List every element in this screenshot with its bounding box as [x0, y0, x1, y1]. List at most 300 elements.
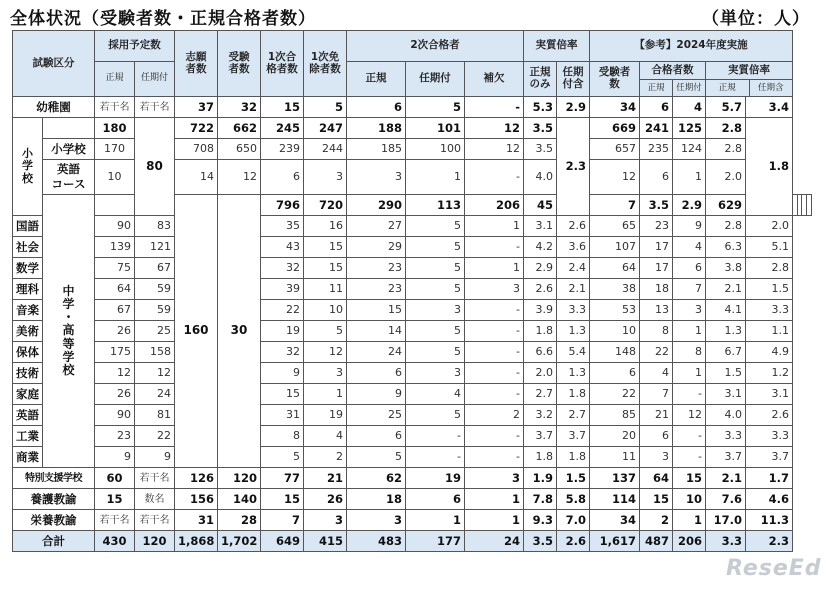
value-cell: 12	[304, 342, 347, 363]
value-cell: 5.8	[557, 489, 590, 510]
row-label: 養護教諭	[13, 489, 95, 510]
value-cell: -	[465, 363, 524, 384]
value-cell: 83	[135, 216, 175, 237]
value-cell: 139	[95, 237, 135, 258]
value-cell: 185	[347, 139, 406, 160]
value-cell: 3.3	[557, 300, 590, 321]
value-cell: 5.7	[706, 97, 746, 118]
value-cell: 2.7	[557, 405, 590, 426]
value-cell: 3.4	[746, 97, 793, 118]
value-cell: 18	[640, 279, 673, 300]
value-cell: 3	[673, 300, 706, 321]
value-cell: 7	[640, 384, 673, 405]
recruit-seiki: 170	[95, 139, 135, 160]
value-cell: 2.6	[524, 279, 557, 300]
value-cell: 3.3	[706, 531, 746, 552]
value-cell: 235	[640, 139, 673, 160]
value-cell: 1	[673, 363, 706, 384]
value-cell: 2.4	[557, 258, 590, 279]
value-cell: 12	[95, 363, 135, 384]
value-cell: 1.3	[557, 321, 590, 342]
value-cell: 26	[95, 384, 135, 405]
row-yogo	[13, 489, 812, 510]
value-cell: 64	[95, 279, 135, 300]
subject-label: 美術	[13, 321, 43, 342]
value-cell: 53	[590, 300, 640, 321]
value-cell: 10	[304, 300, 347, 321]
value-cell: 24	[347, 342, 406, 363]
value-cell: 1	[673, 510, 706, 531]
value-cell: 2.9	[673, 195, 706, 216]
value-cell: 3.5	[524, 139, 557, 160]
recruit-ninki: 30	[218, 195, 261, 468]
value-cell: 9	[347, 384, 406, 405]
value-cell: 206	[465, 195, 524, 216]
value-cell: 649	[261, 531, 304, 552]
value-cell: 7.0	[557, 510, 590, 531]
value-cell: 5	[304, 97, 347, 118]
row-label: 小学校	[43, 139, 95, 160]
value-cell: 22	[261, 300, 304, 321]
value-cell: 4.1	[706, 300, 746, 321]
row-label: 英語 コース	[43, 160, 95, 195]
value-cell: 120	[218, 468, 261, 489]
value-cell: -	[465, 384, 524, 405]
value-cell: 3	[640, 447, 673, 468]
value-cell: 3	[406, 300, 465, 321]
value-cell: 90	[95, 216, 135, 237]
row-subject	[13, 405, 812, 426]
header-recruit-ninki: 任期付	[135, 62, 175, 97]
value-cell: 2	[640, 510, 673, 531]
value-cell: 10	[590, 321, 640, 342]
subject-label: 社会	[13, 237, 43, 258]
value-cell: 3.7	[706, 447, 746, 468]
value-cell: 1.5	[746, 279, 793, 300]
value-cell: 5	[406, 258, 465, 279]
value-cell: 7.6	[706, 489, 746, 510]
value-cell: 1.8	[524, 321, 557, 342]
value-cell: 12	[135, 363, 175, 384]
subject-label: 技術	[13, 363, 43, 384]
value-cell: 28	[218, 510, 261, 531]
value-cell: 23	[347, 258, 406, 279]
value-cell: 1.3	[706, 321, 746, 342]
value-cell: 6	[347, 363, 406, 384]
value-cell: 10	[673, 489, 706, 510]
value-cell: 22	[135, 426, 175, 447]
value-cell: 17.0	[706, 510, 746, 531]
value-cell: 2.9	[557, 97, 590, 118]
value-cell: 1	[465, 258, 524, 279]
value-cell: 11.3	[746, 510, 793, 531]
recruit-ninki: 若干名	[135, 468, 175, 489]
value-cell: 31	[261, 405, 304, 426]
value-cell: 156	[175, 489, 218, 510]
row-label: 幼稚園	[13, 97, 95, 118]
recruit-seiki: 若干名	[95, 97, 135, 118]
value-cell: 669	[590, 118, 640, 139]
row-label: 栄養教諭	[13, 510, 95, 531]
value-cell: 27	[347, 216, 406, 237]
value-cell: 3.3	[746, 300, 793, 321]
header-ratio: 実質倍率	[524, 31, 590, 62]
value-cell: 3.3	[706, 426, 746, 447]
value-cell: 29	[347, 237, 406, 258]
recruit-seiki: 180	[95, 118, 135, 139]
value-cell: 12	[465, 118, 524, 139]
value-cell: 3.7	[524, 426, 557, 447]
value-cell: 1	[465, 216, 524, 237]
value-cell: 2.3	[557, 118, 590, 216]
value-cell: 2.0	[706, 160, 746, 195]
value-cell: 3.1	[524, 216, 557, 237]
value-cell: 3.5	[524, 118, 557, 139]
value-cell: 148	[590, 342, 640, 363]
value-cell: 1.3	[557, 363, 590, 384]
row-total	[13, 531, 812, 552]
value-cell: 3.2	[524, 405, 557, 426]
value-cell: 158	[135, 342, 175, 363]
value-cell: 85	[590, 405, 640, 426]
value-cell: 3.3	[746, 426, 793, 447]
value-cell: 7	[590, 195, 640, 216]
value-cell: -	[673, 426, 706, 447]
value-cell: 2.7	[524, 384, 557, 405]
value-cell: 15	[640, 489, 673, 510]
row-subject	[13, 321, 812, 342]
value-cell: 7	[673, 279, 706, 300]
value-cell: 5.4	[557, 342, 590, 363]
value-cell: 2	[465, 405, 524, 426]
value-cell: 8	[640, 321, 673, 342]
value-cell: 12	[673, 405, 706, 426]
recruit-seiki: 430	[95, 531, 135, 552]
value-cell: 6	[673, 258, 706, 279]
value-cell: -	[465, 321, 524, 342]
value-cell: 126	[175, 468, 218, 489]
row-subject	[13, 216, 812, 237]
subject-label: 家庭	[13, 384, 43, 405]
value-cell: -	[465, 447, 524, 468]
value-cell: 5	[304, 321, 347, 342]
value-cell: 2.1	[706, 279, 746, 300]
value-cell: 75	[95, 258, 135, 279]
subject-label: 音楽	[13, 300, 43, 321]
header-pass2-seiki: 正規	[347, 62, 406, 97]
value-cell: 3.7	[557, 426, 590, 447]
value-cell: 6	[640, 160, 673, 195]
value-cell: 32	[261, 342, 304, 363]
value-cell: 140	[218, 489, 261, 510]
subject-label: 英語	[13, 405, 43, 426]
value-cell: 2.1	[706, 468, 746, 489]
value-cell: 4	[406, 384, 465, 405]
value-cell: 45	[524, 195, 557, 216]
recruit-ninki: 数名	[135, 489, 175, 510]
header-ref-ratio: 実質倍率 正規 任期含	[706, 62, 793, 97]
value-cell: 241	[640, 118, 673, 139]
recruit-ninki: 80	[135, 118, 175, 216]
value-cell: 1,868	[175, 531, 218, 552]
row-subject	[13, 447, 812, 468]
value-cell: 3	[347, 510, 406, 531]
value-cell: 4	[640, 363, 673, 384]
subject-label: 工業	[13, 426, 43, 447]
value-cell: 21	[640, 405, 673, 426]
value-cell: 4.9	[746, 342, 793, 363]
value-cell: 59	[135, 300, 175, 321]
value-cell: 67	[95, 300, 135, 321]
value-cell: 62	[347, 468, 406, 489]
value-cell: 100	[406, 139, 465, 160]
value-cell: 720	[304, 195, 347, 216]
row-label	[43, 118, 95, 139]
value-cell: 2.1	[557, 279, 590, 300]
value-cell: 3	[304, 160, 347, 195]
subject-label: 国語	[13, 216, 43, 237]
value-cell: 8	[673, 342, 706, 363]
value-cell: 5	[406, 216, 465, 237]
value-cell: 5	[406, 342, 465, 363]
value-cell: 175	[95, 342, 135, 363]
value-cell: -	[465, 426, 524, 447]
value-cell: 6	[261, 160, 304, 195]
value-cell: 6.3	[706, 237, 746, 258]
value-cell: 6.6	[524, 342, 557, 363]
value-cell: 1.7	[746, 468, 793, 489]
value-cell: 101	[406, 118, 465, 139]
value-cell: 1	[304, 384, 347, 405]
value-cell: 6	[590, 363, 640, 384]
value-cell: 6	[640, 97, 673, 118]
value-cell: 487	[640, 531, 673, 552]
value-cell: 5	[406, 237, 465, 258]
value-cell: 206	[673, 531, 706, 552]
value-cell: 3.6	[557, 237, 590, 258]
value-cell: 6	[406, 489, 465, 510]
value-cell: 22	[590, 384, 640, 405]
value-cell: 11	[590, 447, 640, 468]
value-cell: 23	[640, 216, 673, 237]
value-cell: 12	[465, 139, 524, 160]
row-subject	[13, 384, 812, 405]
value-cell: 15	[261, 489, 304, 510]
value-cell: 114	[590, 489, 640, 510]
value-cell: 14	[175, 160, 218, 195]
header-applicants: 志願 者数	[175, 31, 218, 97]
value-cell: 15	[261, 384, 304, 405]
value-cell: 1.8	[557, 384, 590, 405]
value-cell: 19	[304, 405, 347, 426]
header-pass2: 2次合格者	[347, 31, 524, 62]
header-pass2-hoketsu: 補欠	[465, 62, 524, 97]
value-cell: 14	[347, 321, 406, 342]
value-cell: -	[465, 300, 524, 321]
value-cell: 15	[673, 468, 706, 489]
value-cell: 2.8	[706, 139, 746, 160]
value-cell: 34	[590, 510, 640, 531]
header-pass2-ninki: 任期付	[406, 62, 465, 97]
value-cell: 35	[261, 216, 304, 237]
value-cell: 3	[304, 510, 347, 531]
value-cell: -	[673, 447, 706, 468]
value-cell: 6	[347, 426, 406, 447]
row-sho-sub1	[13, 139, 812, 160]
value-cell: 7	[261, 510, 304, 531]
row-subject	[13, 363, 812, 384]
value-cell: 9	[261, 363, 304, 384]
row-subject	[13, 258, 812, 279]
results-table	[12, 30, 812, 552]
value-cell: 1,702	[218, 531, 261, 552]
value-cell: 121	[135, 237, 175, 258]
value-cell: 23	[347, 279, 406, 300]
value-cell: 90	[95, 405, 135, 426]
value-cell: 19	[261, 321, 304, 342]
recruit-ninki: 若干名	[135, 510, 175, 531]
value-cell: -	[465, 160, 524, 195]
row-subject	[13, 279, 812, 300]
value-cell: 26	[95, 321, 135, 342]
value-cell: 1	[673, 321, 706, 342]
header-recruit-seiki: 正規	[95, 62, 135, 97]
value-cell: 64	[640, 468, 673, 489]
recruit-seiki: 10	[95, 160, 135, 195]
value-cell: 662	[218, 118, 261, 139]
value-cell: 5.1	[746, 237, 793, 258]
value-cell: 245	[261, 118, 304, 139]
value-cell: 3.1	[706, 384, 746, 405]
header-exempt1: 1次免 除者数	[304, 31, 347, 97]
value-cell: 290	[347, 195, 406, 216]
recruit-seiki: 若干名	[95, 510, 135, 531]
value-cell: 1	[465, 510, 524, 531]
value-cell: 31	[175, 510, 218, 531]
value-cell: 4.6	[746, 489, 793, 510]
value-cell: -	[465, 237, 524, 258]
value-cell: 4	[673, 97, 706, 118]
value-cell: 2.8	[706, 118, 746, 139]
header-ratio-ninki: 任期 付含	[557, 62, 590, 97]
value-cell: 6	[347, 97, 406, 118]
value-cell: 3.5	[640, 195, 673, 216]
value-cell: 2.0	[524, 363, 557, 384]
value-cell: 188	[347, 118, 406, 139]
value-cell: 4.0	[524, 160, 557, 195]
value-cell: 16	[304, 216, 347, 237]
unit-label: （単位：人）	[702, 9, 810, 29]
group-label-sho: 小 学 校	[13, 118, 43, 216]
value-cell: 124	[673, 139, 706, 160]
row-subject	[13, 342, 812, 363]
value-cell: 20	[590, 426, 640, 447]
value-cell: 3	[406, 363, 465, 384]
value-cell: 1.8	[557, 447, 590, 468]
value-cell: 3	[465, 279, 524, 300]
value-cell: 39	[261, 279, 304, 300]
value-cell: 3	[465, 468, 524, 489]
subject-label: 商業	[13, 447, 43, 468]
value-cell: 6.7	[706, 342, 746, 363]
value-cell: 18	[347, 489, 406, 510]
value-cell: 19	[406, 468, 465, 489]
value-cell: 1,617	[590, 531, 640, 552]
row-subject	[13, 300, 812, 321]
value-cell: 247	[304, 118, 347, 139]
value-cell: 13	[640, 300, 673, 321]
value-cell: 7.8	[524, 489, 557, 510]
recruit-seiki: 60	[95, 468, 135, 489]
row-eiyo	[13, 510, 812, 531]
recruit-ninki: 120	[135, 531, 175, 552]
value-cell: -	[465, 97, 524, 118]
value-cell: 22	[640, 342, 673, 363]
subject-label: 保体	[13, 342, 43, 363]
value-cell: 12	[218, 160, 261, 195]
value-cell: 239	[261, 139, 304, 160]
value-cell: 796	[261, 195, 304, 216]
value-cell: 81	[135, 405, 175, 426]
value-cell: 2.0	[746, 216, 793, 237]
value-cell: 125	[673, 118, 706, 139]
value-cell: 1.8	[524, 447, 557, 468]
recruit-seiki: 15	[95, 489, 135, 510]
value-cell: 25	[135, 321, 175, 342]
header-ref-examinees: 受験者 数	[590, 62, 640, 97]
value-cell: 17	[640, 237, 673, 258]
value-cell: 5	[406, 97, 465, 118]
header-recruit: 採用予定数	[95, 31, 175, 62]
value-cell: 2.6	[557, 531, 590, 552]
row-youchien	[13, 97, 812, 118]
row-tokubetsu	[13, 468, 812, 489]
row-label: 特別支援学校	[13, 468, 95, 489]
value-cell: 9	[95, 447, 135, 468]
row-label: 合計	[13, 531, 95, 552]
value-cell: 15	[347, 300, 406, 321]
subject-label: 数学	[13, 258, 43, 279]
value-cell: 24	[135, 384, 175, 405]
header-examinees: 受験 者数	[218, 31, 261, 97]
value-cell: 15	[304, 237, 347, 258]
value-cell: 1.9	[524, 468, 557, 489]
value-cell: 38	[590, 279, 640, 300]
value-cell: 3.1	[746, 384, 793, 405]
value-cell: 2.8	[706, 216, 746, 237]
header-ref: 【参考】2024年度実施	[590, 31, 793, 62]
reseed-logo: ReseEd	[726, 556, 822, 581]
value-cell: 2.3	[746, 531, 793, 552]
value-cell: 64	[590, 258, 640, 279]
value-cell: 1	[465, 489, 524, 510]
value-cell: 65	[590, 216, 640, 237]
value-cell: 23	[95, 426, 135, 447]
value-cell: 1	[673, 160, 706, 195]
value-cell: 59	[135, 279, 175, 300]
value-cell: 25	[347, 405, 406, 426]
value-cell: 5	[406, 321, 465, 342]
value-cell: 5	[406, 279, 465, 300]
value-cell: 1	[406, 510, 465, 531]
value-cell: 15	[261, 97, 304, 118]
value-cell: 9.3	[524, 510, 557, 531]
value-cell: 9	[673, 216, 706, 237]
header-ratio-seiki: 正規 のみ	[524, 62, 557, 97]
value-cell: 2.9	[524, 258, 557, 279]
value-cell: 177	[406, 531, 465, 552]
value-cell: 4	[304, 426, 347, 447]
